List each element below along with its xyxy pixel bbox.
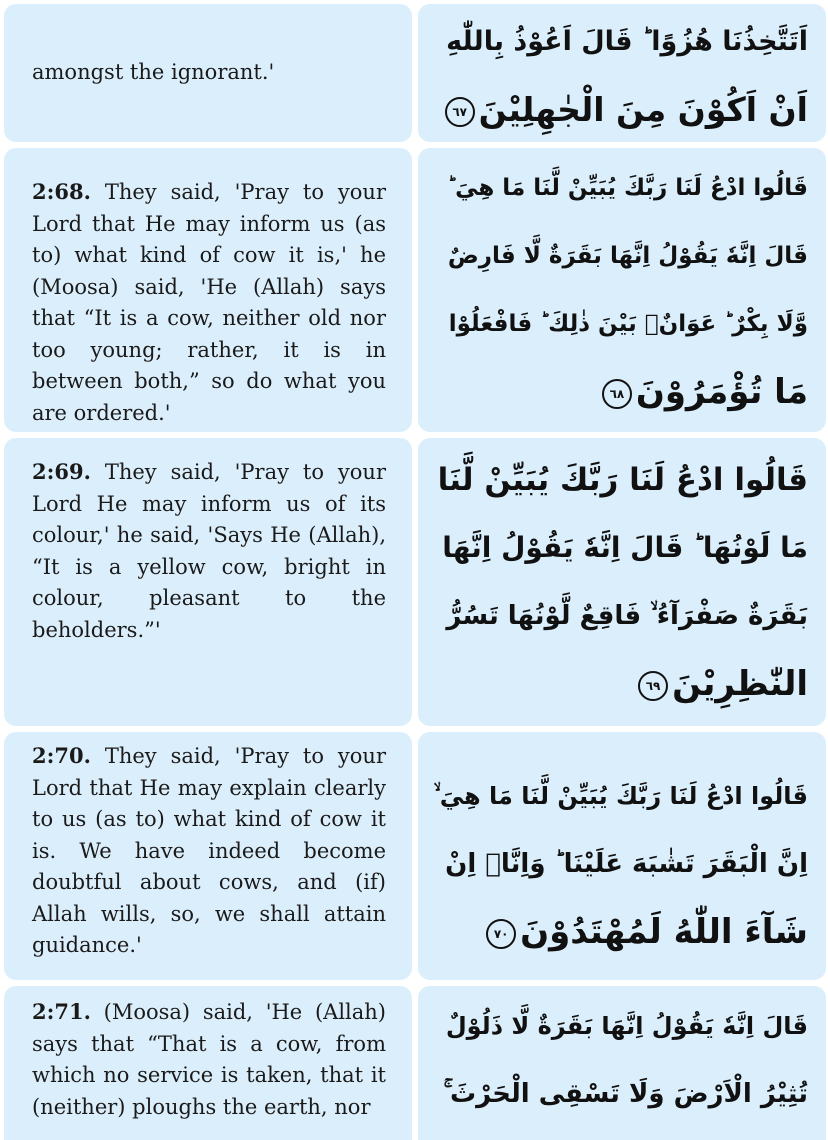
verse-row — [4, 732, 826, 980]
arabic-line — [434, 650, 808, 718]
arabic-line — [434, 76, 808, 142]
arabic-line: بَقَرَةٌ صَفْرَآءُ ۙ فَاقِعٌ لَّوْنُهَا تَسُرُّ — [446, 601, 808, 631]
arabic-line: قَالَ اِنَّهٗ يَقُوْلُ اِنَّهَا بَقَرَةٌ لَّا ذَلُوْلٌ — [445, 1012, 808, 1040]
verse-row — [4, 148, 826, 432]
arabic-text — [434, 732, 808, 966]
translation-cell — [4, 4, 412, 142]
arabic-line: اَتَتَّخِذُنَا هُزُوًا ؕ قَالَ اَعُوْذُ بِاللّٰهِ — [446, 26, 808, 57]
arabic-line: اِنَّ الْبَقَرَ تَشٰبَهَ عَلَيْنَا ؕ وَاِنَّاۤ اِنْ — [445, 849, 808, 879]
arabic-line-text: النّٰظِرِيْنَ — [672, 664, 808, 704]
verse-reference: 2:69. — [32, 459, 91, 484]
ayah-number-mark: ٦٧ — [445, 97, 475, 127]
arabic-line: قَالُوا ادْعُ لَنَا رَبَّكَ يُبَيِّنْ لَّنَا — [437, 462, 808, 498]
verse-reference: 2:70. — [32, 743, 91, 768]
arabic-text — [434, 986, 808, 1128]
verse-row — [4, 986, 826, 1140]
translation-text — [32, 986, 386, 1123]
ayah-number-mark: ٦٨ — [602, 379, 632, 409]
arabic-line: قَالَ اِنَّهٗ يَقُوْلُ اِنَّهَا بَقَرَةٌ لَّا فَارِضٌ — [447, 243, 808, 269]
translation-cell — [4, 148, 412, 432]
arabic-text — [434, 4, 808, 142]
arabic-line — [434, 898, 808, 966]
arabic-line: مَا لَوْنُهَا ؕ قَالَ اِنَّهٗ يَقُوْلُ اِنَّهَا — [442, 531, 808, 564]
arabic-cell — [418, 986, 826, 1140]
arabic-line: وَّلَا بِكْرٌ ؕ عَوَانٌۢ بَيْنَ ذٰلِكَ ؕ فَافْعَلُوْا — [448, 311, 808, 337]
ayah-number-mark: ٧٠ — [486, 919, 516, 949]
translation-cell — [4, 732, 412, 980]
verse-reference: 2:68. — [32, 179, 91, 204]
verse-reference: 2:71. — [32, 999, 91, 1024]
arabic-cell — [418, 732, 826, 980]
verse-row — [4, 4, 826, 142]
arabic-text — [434, 148, 808, 426]
arabic-cell — [418, 4, 826, 142]
verse-row — [4, 438, 826, 726]
arabic-line-text: شَآءَ اللّٰهُ لَمُهْتَدُوْنَ — [520, 912, 808, 952]
arabic-line-text: اَنْ اَكُوْنَ مِنَ الْجٰهِلِيْنَ — [478, 90, 808, 129]
arabic-text — [434, 438, 808, 718]
arabic-line: تُثِيْرُ الْاَرْضَ وَلَا تَسْقِى الْحَرْثَ ۚ — [443, 1079, 808, 1109]
translation-text — [32, 732, 386, 962]
translation-body: (Moosa) said, 'He (Allah) says that “That is a cow, from which no service is taken, that it (neither) ploughs the earth, nor — [32, 1000, 386, 1119]
translation-text — [32, 438, 386, 646]
ayah-number-mark: ٦٩ — [638, 671, 668, 701]
arabic-cell — [418, 148, 826, 432]
arabic-line — [434, 358, 808, 426]
translation-body: amongst the ignorant.' — [32, 60, 275, 84]
translation-cell — [4, 986, 412, 1140]
arabic-line: قَالُوا ادْعُ لَنَا رَبَّكَ يُبَيِّنْ لَّنَا مَا هِيَ ۙ — [433, 782, 808, 810]
translation-text — [32, 148, 386, 429]
translation-body: They said, 'Pray to your Lord that He may inform us (as to) what kind of cow it is,' he (Moosa) said, 'He (Allah) says that “It is a cow, neither old nor too young; rather, it is in between both,” so do what you are ordered.' — [32, 180, 386, 425]
translation-cell — [4, 438, 412, 726]
arabic-cell — [418, 438, 826, 726]
translation-text — [32, 4, 386, 89]
arabic-line: قَالُوا ادْعُ لَنَا رَبَّكَ يُبَيِّنْ لَّنَا مَا هِيَ ؕ — [447, 175, 808, 201]
translation-body: They said, 'Pray to your Lord that He may explain clearly to us (as to) what kind of cow it is. We have indeed become doubtful about cows, and (if) Allah wills, so, we shall attain guidance.' — [32, 744, 386, 957]
arabic-line-text: مَا تُؤْمَرُوْنَ — [635, 372, 808, 412]
translation-body: They said, 'Pray to your Lord He may inform us of its colour,' he said, 'Says He (Allah), “It is a yellow cow, bright in colour, pleasant to the beholders.”' — [32, 460, 386, 642]
